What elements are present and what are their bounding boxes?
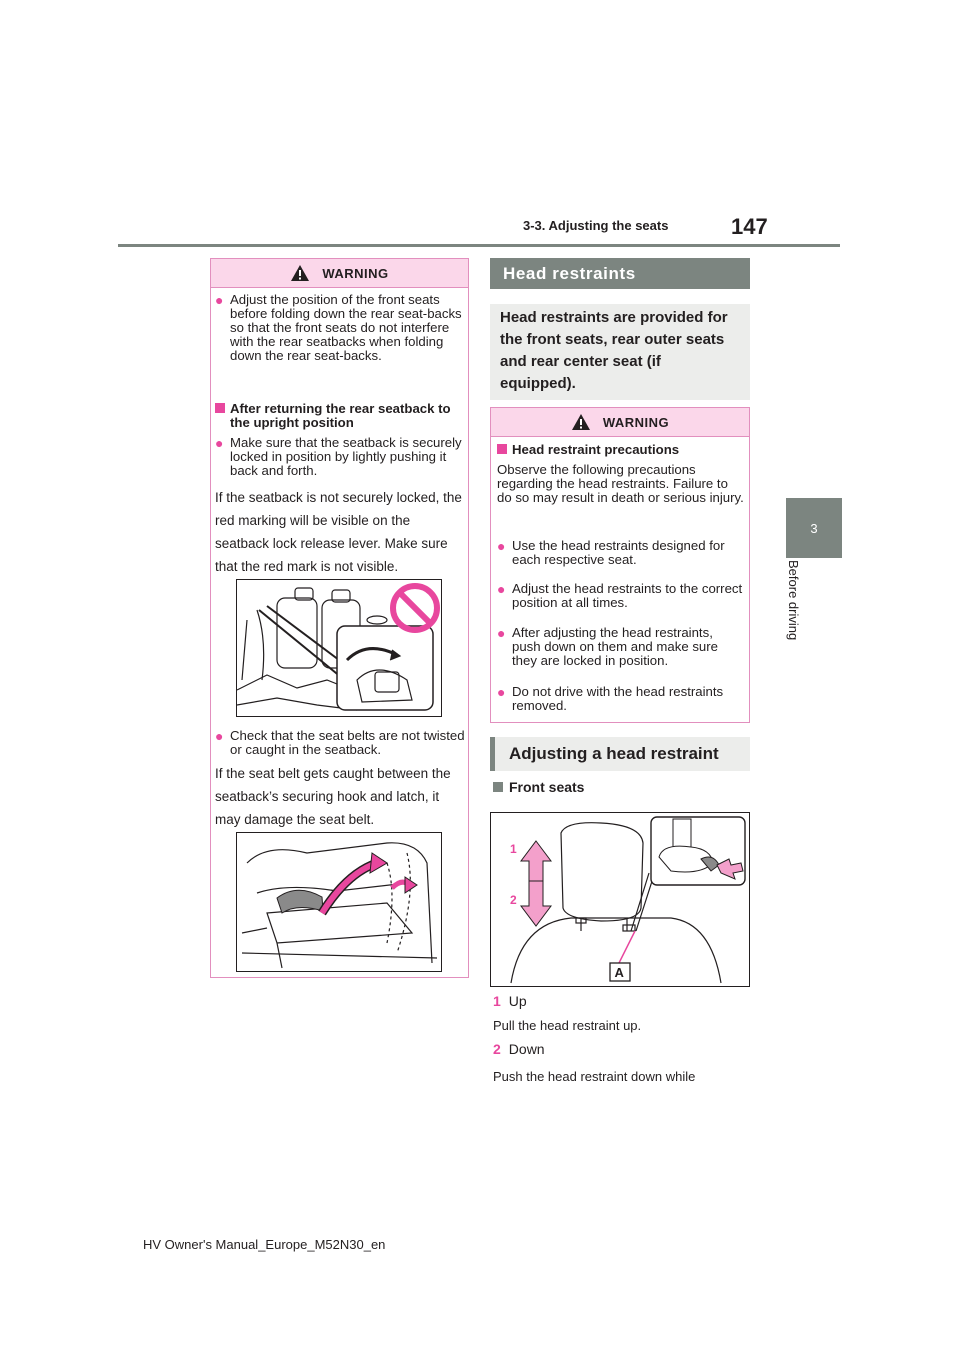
bullet-dot-icon: ● xyxy=(215,728,224,744)
prohibited-icon xyxy=(393,586,437,630)
bullet-item: ● After adjusting the head restraints, push down on them and make sure they are locked in position. xyxy=(497,625,718,668)
step-down-description: Push the head restraint down while xyxy=(493,1069,696,1084)
bullet-item: ● Make sure that the seatback is securely locked in position by lightly pushing it back and forth. xyxy=(215,435,462,478)
section-heading-adjusting: Adjusting a head restraint xyxy=(490,737,750,771)
bullet-dot-icon: ● xyxy=(497,581,506,597)
subhead: After returning the rear seatback to the upright position xyxy=(215,402,465,430)
warning-header xyxy=(491,408,749,437)
square-marker-icon xyxy=(497,444,507,454)
seatback-lock-illustration xyxy=(237,580,441,716)
paragraph: If the seatback is not securely locked, the red marking will be visible on the seatback lock release lever. Make sure that the red mark is not visible. xyxy=(215,490,462,574)
page-number: 147 xyxy=(731,214,768,239)
bullet-dot-icon: ● xyxy=(497,684,506,700)
warning-triangle-icon xyxy=(290,264,310,282)
right-warning-box xyxy=(490,407,750,723)
paragraph: Observe the following precautions regarding the head restraints. Failure to do so may result in death or serious injury. xyxy=(497,462,744,505)
warning-header xyxy=(211,259,468,288)
chapter-tab: 3 xyxy=(786,498,842,558)
section-title: 3-3. Adjusting the seats xyxy=(523,218,669,233)
warning-title: WARNING xyxy=(602,414,670,430)
bullet-item: ● Adjust the position of the front seats before folding down the rear seat-backs so that the front seats do not interfere with the rear seatbacks when folding down the rear seat-backs. xyxy=(215,292,462,363)
bullet-dot-icon: ● xyxy=(497,625,506,641)
square-marker-icon xyxy=(493,782,503,792)
section-heading-head-restraints: Head restraints xyxy=(490,258,750,289)
step-up-description: Pull the head restraint up. xyxy=(493,1018,642,1033)
seat-belt-illustration xyxy=(237,833,441,971)
step-up: 1 Up xyxy=(493,993,527,1009)
square-marker-icon xyxy=(215,403,225,413)
subsection-front-seats: Front seats xyxy=(493,779,584,795)
figure-label-a: A xyxy=(614,965,624,980)
head-restraint-illustration xyxy=(491,813,749,986)
figure-label-1: 1 xyxy=(510,842,517,856)
bullet-dot-icon: ● xyxy=(215,435,224,451)
seat-belt-figure xyxy=(236,832,442,972)
warning-triangle-icon xyxy=(571,413,591,431)
footer: HV Owner's Manual_Europe_M52N30_en xyxy=(143,1237,386,1252)
header-rule xyxy=(118,244,840,247)
warning-title: WARNING xyxy=(322,265,389,281)
chapter-label: Before driving xyxy=(786,560,801,641)
bullet-item: ● Adjust the head restraints to the correct position at all times. xyxy=(497,581,743,610)
seatback-lock-figure xyxy=(236,579,442,717)
bullet-item: ● Do not drive with the head restraints removed. xyxy=(497,684,724,713)
left-warning-box xyxy=(210,258,469,978)
bullet-dot-icon: ● xyxy=(497,538,506,554)
paragraph: If the seat belt gets caught between the seatback’s securing hook and latch, it may damage the seat belt. xyxy=(215,766,451,827)
head-restraint-figure xyxy=(490,812,750,987)
subhead: Head restraint precautions xyxy=(497,443,745,457)
step-down: 2 Down xyxy=(493,1041,545,1057)
bullet-item: ● Check that the seat belts are not twisted or caught in the seatback. xyxy=(215,728,465,757)
bullet-item: ● Use the head restraints designed for each respective seat. xyxy=(497,538,725,567)
bullet-dot-icon: ● xyxy=(215,292,224,308)
figure-label-2: 2 xyxy=(510,893,517,907)
intro-box: Head restraints are provided for the front seats, rear outer seats and rear center seat (if equipped). xyxy=(490,304,750,400)
